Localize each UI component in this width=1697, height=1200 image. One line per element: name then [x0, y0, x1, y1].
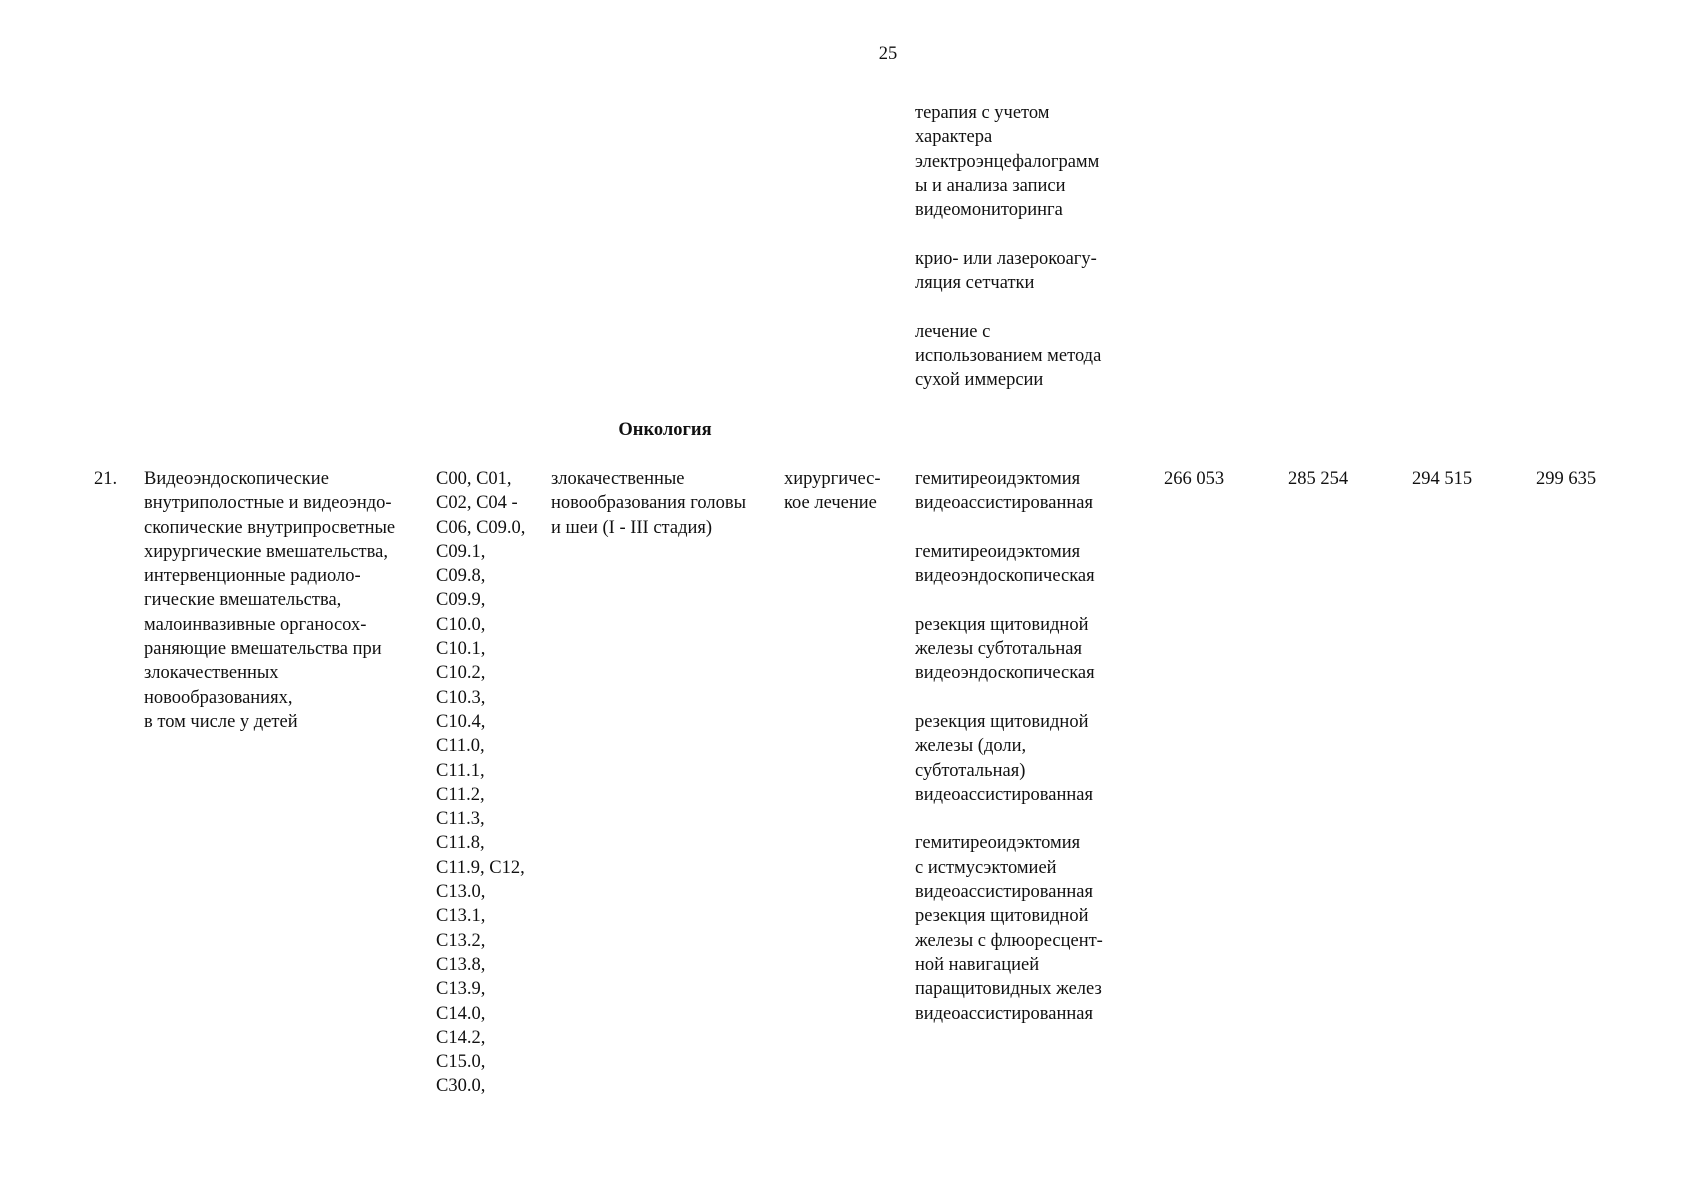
patient-model: злокачественные новообразования головы и шеи (I - III стадия): [551, 469, 746, 538]
method-text: лечение с использованием метода сухой иммерсии: [915, 321, 1102, 391]
method-text: гемитиреоидэктомия видеоэндоскопическая: [915, 541, 1095, 587]
cost-value: 266 053: [1164, 469, 1225, 489]
page-number: 25: [878, 44, 898, 64]
row-number: 21.: [94, 469, 118, 489]
treatment-type: хирургичес- кое лечение: [784, 469, 881, 514]
method-text: резекция щитовидной железы субтотальная видеоэндоскопическая: [915, 614, 1095, 684]
method-text: резекция щитовидной железы (доли, субтотальная) видеоассистированная: [915, 711, 1093, 805]
method-text: терапия с учетом характера электроэнцефалограмм ы и анализа записи видеомониторинга: [915, 103, 1100, 221]
cost-value: 294 515: [1412, 469, 1473, 489]
cost-value: 299 635: [1536, 469, 1597, 489]
continuation-methods: [915, 101, 1135, 417]
method-group-name: Видеоэндоскопические внутриполостные и видеоэндо- скопические внутрипросветные хирургические вмешательства, интервенционные радиоло- гические вмешательства, малоинвазивные органосох- раняющие вмешательства при злокачественных новообразованиях, в том числе у детей: [144, 469, 396, 732]
treatment-methods: [915, 467, 1135, 1050]
cost-value: 285 254: [1288, 469, 1349, 489]
section-title: Онкология: [618, 420, 712, 440]
method-text: гемитиреоидэктомия видеоассистированная: [915, 469, 1093, 514]
method-text: крио- или лазерокоагу- ляция сетчатки: [915, 248, 1097, 294]
icd-codes: С00, С01, С02, С04 - С06, С09.0, С09.1, С09.8, С09.9, С10.0, С10.1, С10.2, С10.3, С10.4, С11.0, С11.1, С11.2, С11.3, С11.8, С11.9, С12, С13.0, С13.1, С13.2, С13.8, С13.9, С14.0, С14.2, С15.0, С30.0,: [436, 469, 526, 1097]
method-text: гемитиреоидэктомия с истмусэктомией видеоассистированная резекция щитовидной железы с флюоресцент- ной навигацией паращитовидных желез видеоассистированная: [915, 833, 1103, 1024]
